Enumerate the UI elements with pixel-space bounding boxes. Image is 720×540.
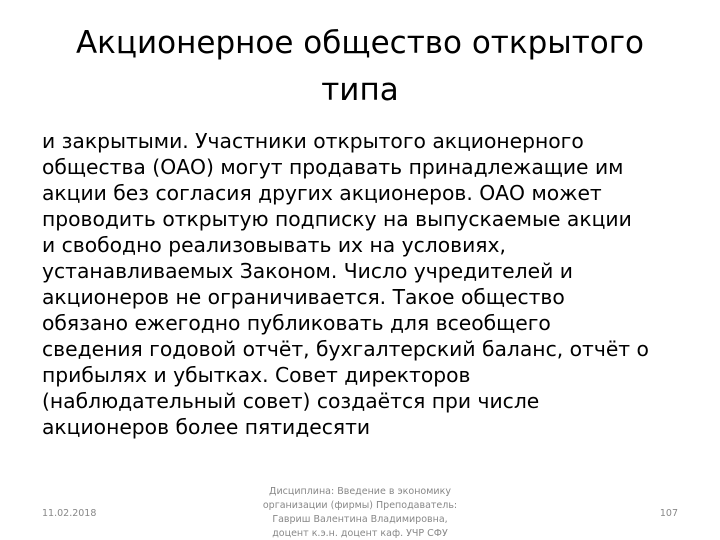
body-line: сведения годовой отчёт, бухгалтерский баланс, отчёт о	[42, 337, 649, 361]
slide-title-line-2: типа	[321, 72, 399, 108]
body-line: устанавливаемых Законом. Число учредителей и	[42, 259, 573, 283]
slide-title-line-1: Акционерное общество открытого	[75, 25, 645, 61]
body-line: обязано ежегодно публиковать для всеобщего	[42, 311, 551, 335]
body-line: акционеров не ограничивается. Такое общество	[42, 285, 565, 309]
footer-course-info	[255, 485, 465, 540]
body-line: акции без согласия других акционеров. ОАО может	[42, 181, 602, 205]
footer-date: 11.02.2018	[42, 508, 97, 519]
footer-course-line: Дисциплина: Введение в экономику	[269, 486, 451, 497]
body-line: проводить открытую подписку на выпускаемые акции	[42, 207, 632, 231]
footer-course-line: организации (фирмы) Преподаватель:	[262, 500, 458, 511]
body-line: общества (ОАО) могут продавать принадлежащие им	[42, 155, 624, 179]
footer-page-number: 107	[659, 508, 678, 519]
slide-body-text	[42, 128, 692, 440]
body-line: акционеров более пятидесяти	[42, 415, 371, 439]
slide-title	[36, 20, 684, 114]
footer-course-line: доцент к.э.н. доцент каф. УЧР СФУ	[272, 528, 448, 539]
body-line: прибылях и убытках. Совет директоров	[42, 363, 471, 387]
body-line: и свободно реализовывать их на условиях,	[42, 233, 506, 257]
body-line: и закрытыми. Участники открытого акционерного	[42, 129, 584, 153]
body-line: (наблюдательный совет) создаётся при числе	[42, 389, 540, 413]
footer-course-line: Гавриш Валентина Владимировна,	[272, 514, 448, 525]
